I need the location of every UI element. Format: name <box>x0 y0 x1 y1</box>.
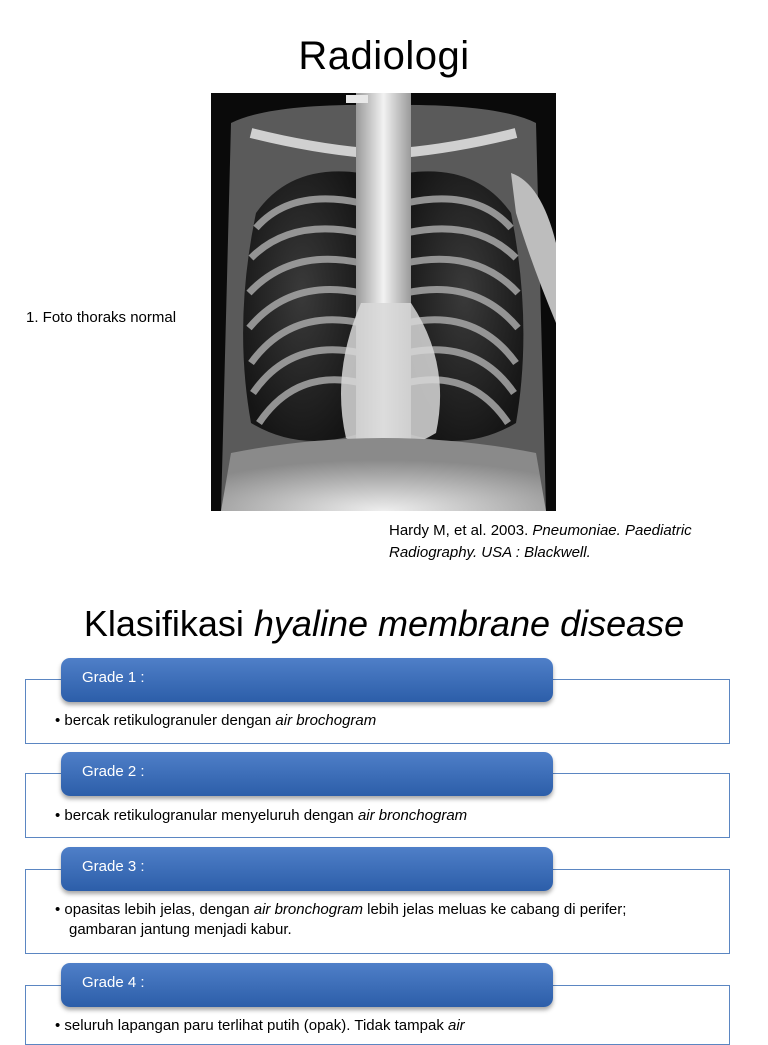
grade-3-text: • opasitas lebih jelas, dengan air bronchogram lebih jelas meluas ke cabang di perifer; gambaran jantung menjadi kabur. <box>55 901 627 938</box>
grade-2-header: Grade 2 : <box>61 752 553 796</box>
section-title-plain: Klasifikasi <box>83 603 254 644</box>
grade-4-text: • seluruh lapangan paru terlihat putih (opak). Tidak tampak air <box>55 1017 465 1034</box>
chest-xray-image <box>211 93 556 511</box>
grade-1-text: • bercak retikulogranuler dengan air brochogram <box>55 712 377 729</box>
xray-caption: 1. Foto thoraks normal <box>26 309 177 326</box>
slide-title: Radiologi <box>298 34 470 78</box>
citation <box>389 520 759 564</box>
citation-source: Pneumoniae. Paediatric Radiography. USA : Blackwell. <box>389 522 692 561</box>
grade-3-header: Grade 3 : <box>61 847 553 891</box>
section-title-italic: hyaline membrane disease <box>253 603 685 644</box>
citation-author: Hardy M, et al. 2003. <box>389 522 533 539</box>
grade-2-text: • bercak retikulogranular menyeluruh dengan air bronchogram <box>55 807 468 824</box>
grade-1-header: Grade 1 : <box>61 658 553 702</box>
grade-4-header: Grade 4 : <box>61 963 553 1007</box>
section-title <box>0 603 768 645</box>
